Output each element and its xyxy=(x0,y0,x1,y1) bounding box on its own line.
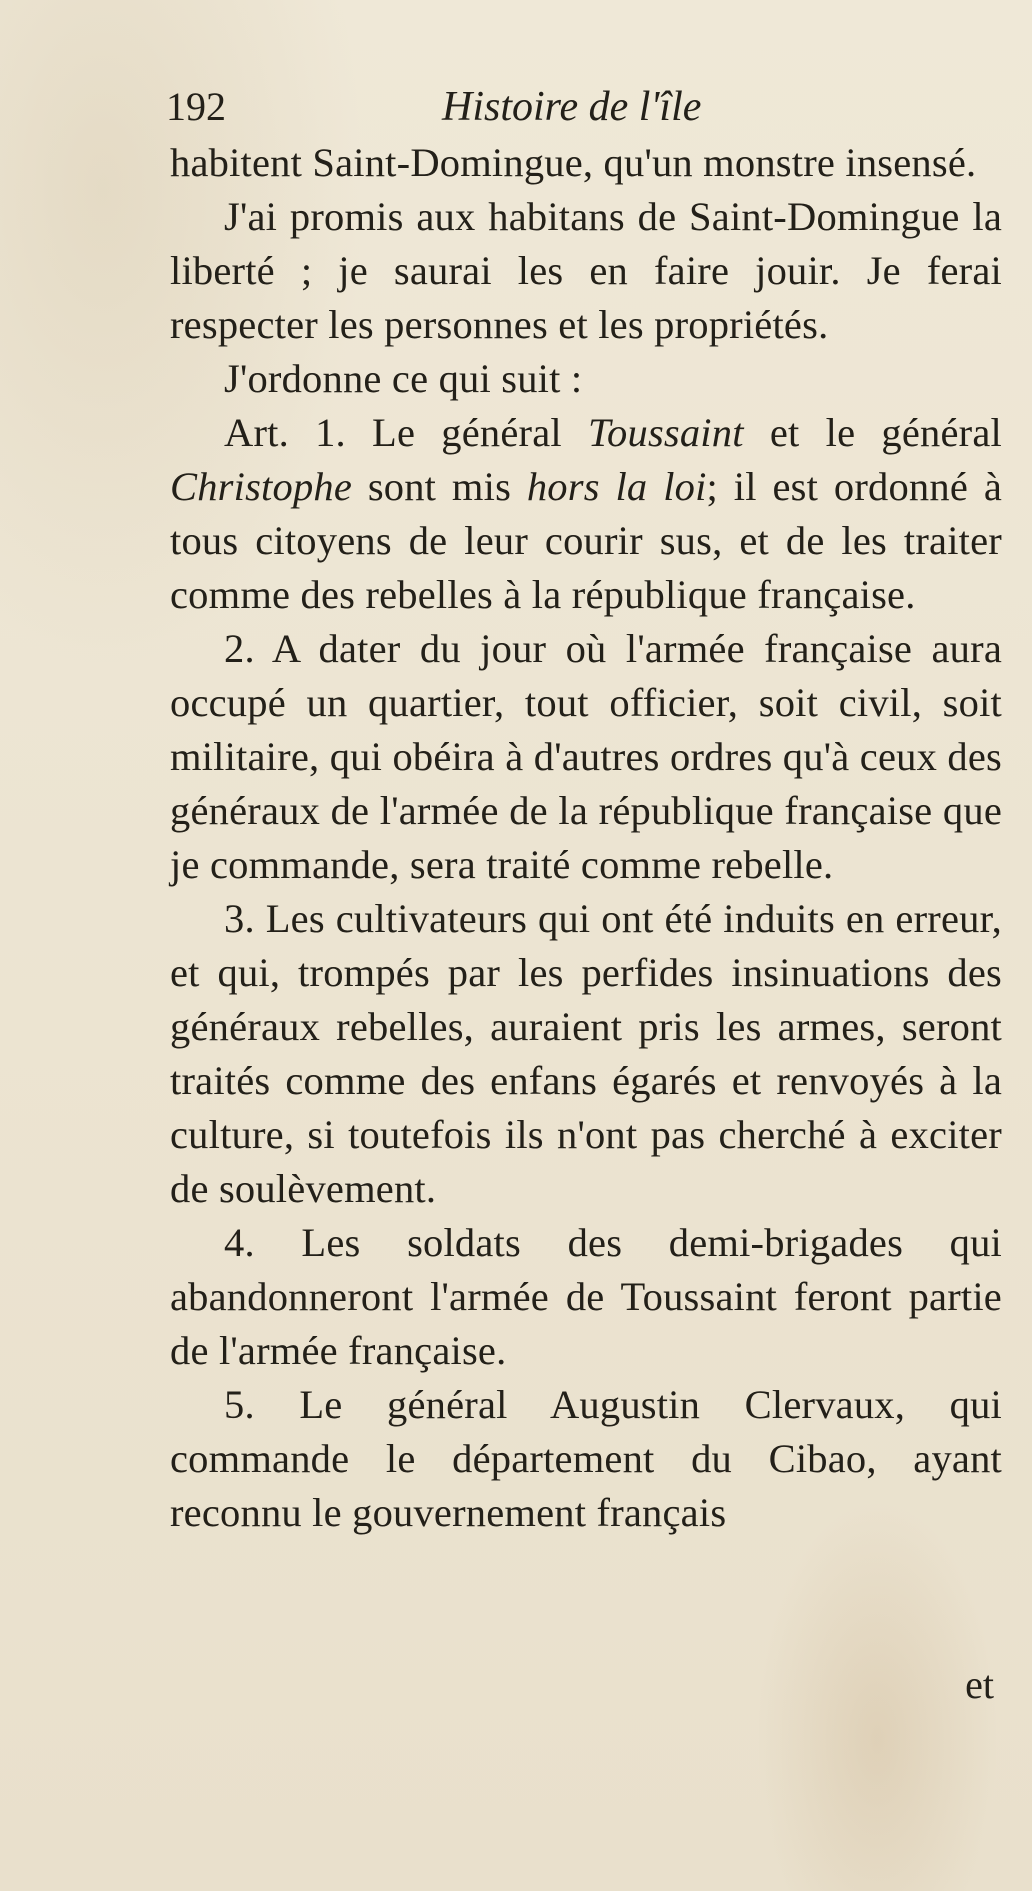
paragraph-ordonne: J'ordonne ce qui suit : xyxy=(224,356,583,401)
article-4: 4. Les soldats des demi-brigades qui abandonneront l'armée de Toussaint feront partie de l'armée française. xyxy=(170,1220,1002,1373)
paragraph-continuation: habitent Saint-Domingue, qu'un monstre insensé. xyxy=(170,140,977,185)
body-text xyxy=(170,136,1002,1540)
name-toussaint: Toussaint xyxy=(588,410,744,455)
catchword: et xyxy=(965,1662,994,1707)
page-number: 192 xyxy=(166,84,226,129)
article-1 xyxy=(170,406,1002,622)
running-head: Histoire de l'île xyxy=(442,84,702,130)
article-3: 3. Les cultivateurs qui ont été induits en erreur, et qui, trompés par les perfides insinuations des généraux rebelles, auraient pris les armes, seront traités comme des enfans égarés et renvoyés à la culture, si toutefois ils n'ont pas cherché à exciter de soulèvement. xyxy=(170,896,1002,1211)
article-1-text-c: sont mis xyxy=(352,464,527,509)
name-christophe: Christophe xyxy=(170,464,353,509)
hors-la-loi: hors la loi xyxy=(526,464,707,509)
article-5: 5. Le général Augustin Clervaux, qui commande le département du Cibao, ayant reconnu le gouvernement français xyxy=(170,1382,1002,1535)
article-1-text-d: ; il est ordonné à tous citoyens de leur courir sus, et de les traiter comme des rebelles à la république française. xyxy=(170,464,1002,617)
article-2: 2. A dater du jour où l'armée française aura occupé un quartier, tout officier, soit civil, soit militaire, qui obéira à d'autres ordres qu'à ceux des généraux de l'armée de la république française que je commande, sera traité comme rebelle. xyxy=(170,626,1002,887)
article-1-text-b: et le général xyxy=(743,410,1002,455)
page-header xyxy=(166,82,866,132)
paragraph-promise: J'ai promis aux habitans de Saint-Domingue la liberté ; je saurai les en faire jouir. Je ferai respecter les personnes et les propriétés. xyxy=(170,194,1002,347)
article-1-text-a: Art. 1. Le général xyxy=(224,410,589,455)
